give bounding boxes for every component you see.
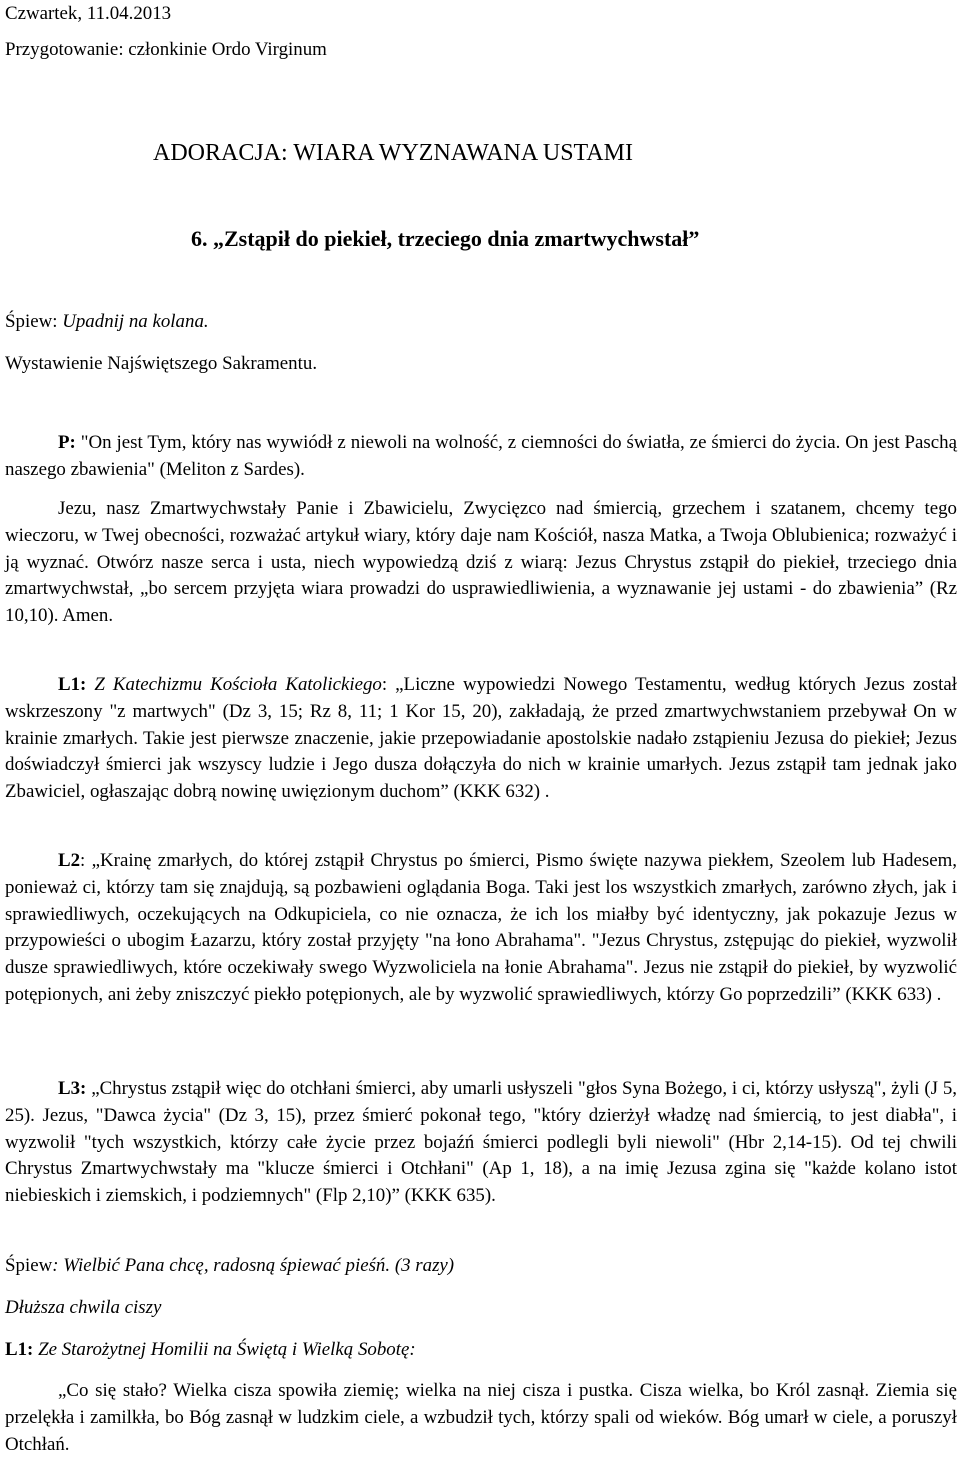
- section-title: 6. „Zstąpił do piekieł, trzeciego dnia zmartwychwstał”: [191, 226, 700, 251]
- speaker-label: L1:: [58, 674, 87, 695]
- date-line: Czwartek, 11.04.2013: [5, 3, 172, 24]
- song-label: Śpiew:: [5, 311, 58, 332]
- speaker-label: L3:: [58, 1078, 87, 1099]
- intro-paragraph: [5, 430, 957, 484]
- colon: :: [381, 674, 396, 695]
- l1-paragraph: [5, 672, 957, 806]
- homily-source: Ze Starożytnej Homilii na Świętą i Wielką Sobotę:: [38, 1339, 416, 1360]
- colon: :: [80, 850, 92, 871]
- l2-text: „Krainę zmarłych, do której zstąpił Chrystus po śmierci, Pismo święte nazywa piekłem, Szeolem lub Hadesem, ponieważ ci, którzy tam się znajdują, są pozbawieni oglądania Boga. Taki jest los wszystkich zmarłych, zarówno złych, jak i sprawiedliwych, oczekujących na Odkupiciela, co nie oznacza, że ich los miałby być identyczny, jak pokazuje Jezus w przypowieści o ubogim Łazarzu, który został przyjęty "na łono Abrahama". "Jezus Chrystus, zstępując do piekieł, wyzwolił dusze sprawiedliwych, które oczekiwały swego Wyzwoliciela na łonie Abrahama". Jezus nie zstąpił do piekieł, by wyzwolić potępionych, ani żeby zniszczyć piekło potępionych, ale by wyzwolić sprawiedliwych, którzy Go poprzedzili” (KKK 633) .: [5, 850, 957, 1005]
- closing-song: [5, 1252, 957, 1280]
- intro-text: "On jest Tym, który nas wywiódł z niewoli na wolność, z ciemności do światła, ze śmierci do życia. On jest Paschą naszego zbawienia" (Meliton z Sardes).: [5, 432, 957, 480]
- l3-text: „Chrystus zstąpił więc do otchłani śmierci, aby umarli usłyszeli "głos Syna Bożego, i ci, którzy usłyszą", żyli (J 5, 25). Jezus, "Dawca życia" (Dz 3, 15), przez śmierć pokonał tego, "który dzierżył władzę nad śmiercią, to jest diabła", i wyzwolił "tych wszystkich, którzy całe życie przez bojaźń śmierci podlegli byli niewoli" (Hbr 2,14-15). Od tej chwili Chrystus Zmartwychwstały ma "klucze śmierci i Otchłani" (Ap 1, 18), a na imię Jezusa zgina się "każde kolano istot niebieskich i ziemskich, i podziemnych" (Flp 2,10)” (KKK 635).: [5, 1078, 957, 1207]
- speaker-label: L1:: [5, 1339, 34, 1360]
- speaker-label: L2: [58, 850, 81, 871]
- silence-text: Dłuższa chwila ciszy: [5, 1297, 162, 1318]
- l1-source: Z Katechizmu Kościoła Katolickiego: [94, 674, 382, 695]
- homily-heading: [5, 1336, 957, 1364]
- prepared-by-line: Przygotowanie: członkinie Ordo Virginum: [5, 39, 327, 60]
- homily-paragraph: „Co się stało? Wielka cisza spowiła ziemię; wielka na niej cisza i pustka. Cisza wielka, bo Król zasnął. Ziemia się przelękła i zamilkła, bo Bóg zasnął w ludzkim ciele, a wzbudził tych, którzy spali od wieków. Bóg umarł w ciele, a poruszył Otchłań.: [5, 1380, 957, 1455]
- song-text: : Wielbić Pana chcę, radosną śpiewać pieśń. (3 razy): [52, 1255, 455, 1276]
- prayer-paragraph: Jezu, nasz Zmartwychwstały Panie i Zbawicielu, Zwycięzco nad śmiercią, grzechem i szatanem, chcemy tego wieczoru, w Twej obecności, rozważać artykuł wiary, który daje nam Kościół, nasza Matka, a Twoja Oblubienica; rozważyć i ją wyznać. Otwórz nasze serca i usta, niech wypowiedzą dziś z wiarą: Jezus Chrystus zstąpił do piekieł, trzeciego dnia zmartwychwstał, „bo sercem przyjęta wiara prowadzi do usprawiedliwienia, a wyznawanie jej ustami - do zbawienia” (Rz 10,10). Amen.: [5, 498, 957, 627]
- silence-line: [5, 1294, 957, 1322]
- l1-text: „Liczne wypowiedzi Nowego Testamentu, według których Jezus został wskrzeszony "z martwych" (Dz 3, 15; Rz 8, 11; 1 Kor 15, 20), zakładają, że przed zmartwychwstaniem przebywał On w krainie zmarłych. Takie jest pierwsze znaczenie, jakie przepowiadanie apostolskie nadało zstąpieniu Jezusa do piekieł; Jezus doświadczył śmierci jak wszyscy ludzie i Jego dusza dołączyła do nich w krainie umarłych. Jezus zstąpił tam jednak jako Zbawiciel, ogłaszając dobrą nowinę uwięzionym duchom” (KKK 632) .: [5, 674, 957, 803]
- document-title: ADORACJA: WIARA WYZNAWANA USTAMI: [153, 140, 633, 166]
- l3-paragraph: [5, 1076, 957, 1210]
- l2-paragraph: [5, 848, 957, 1009]
- song-title: Upadnij na kolana.: [62, 311, 209, 332]
- speaker-label: P:: [58, 432, 76, 453]
- exposition-line: Wystawienie Najświętszego Sakramentu.: [5, 353, 318, 374]
- song-label: Śpiew: [5, 1255, 53, 1276]
- opening-song: [5, 308, 957, 336]
